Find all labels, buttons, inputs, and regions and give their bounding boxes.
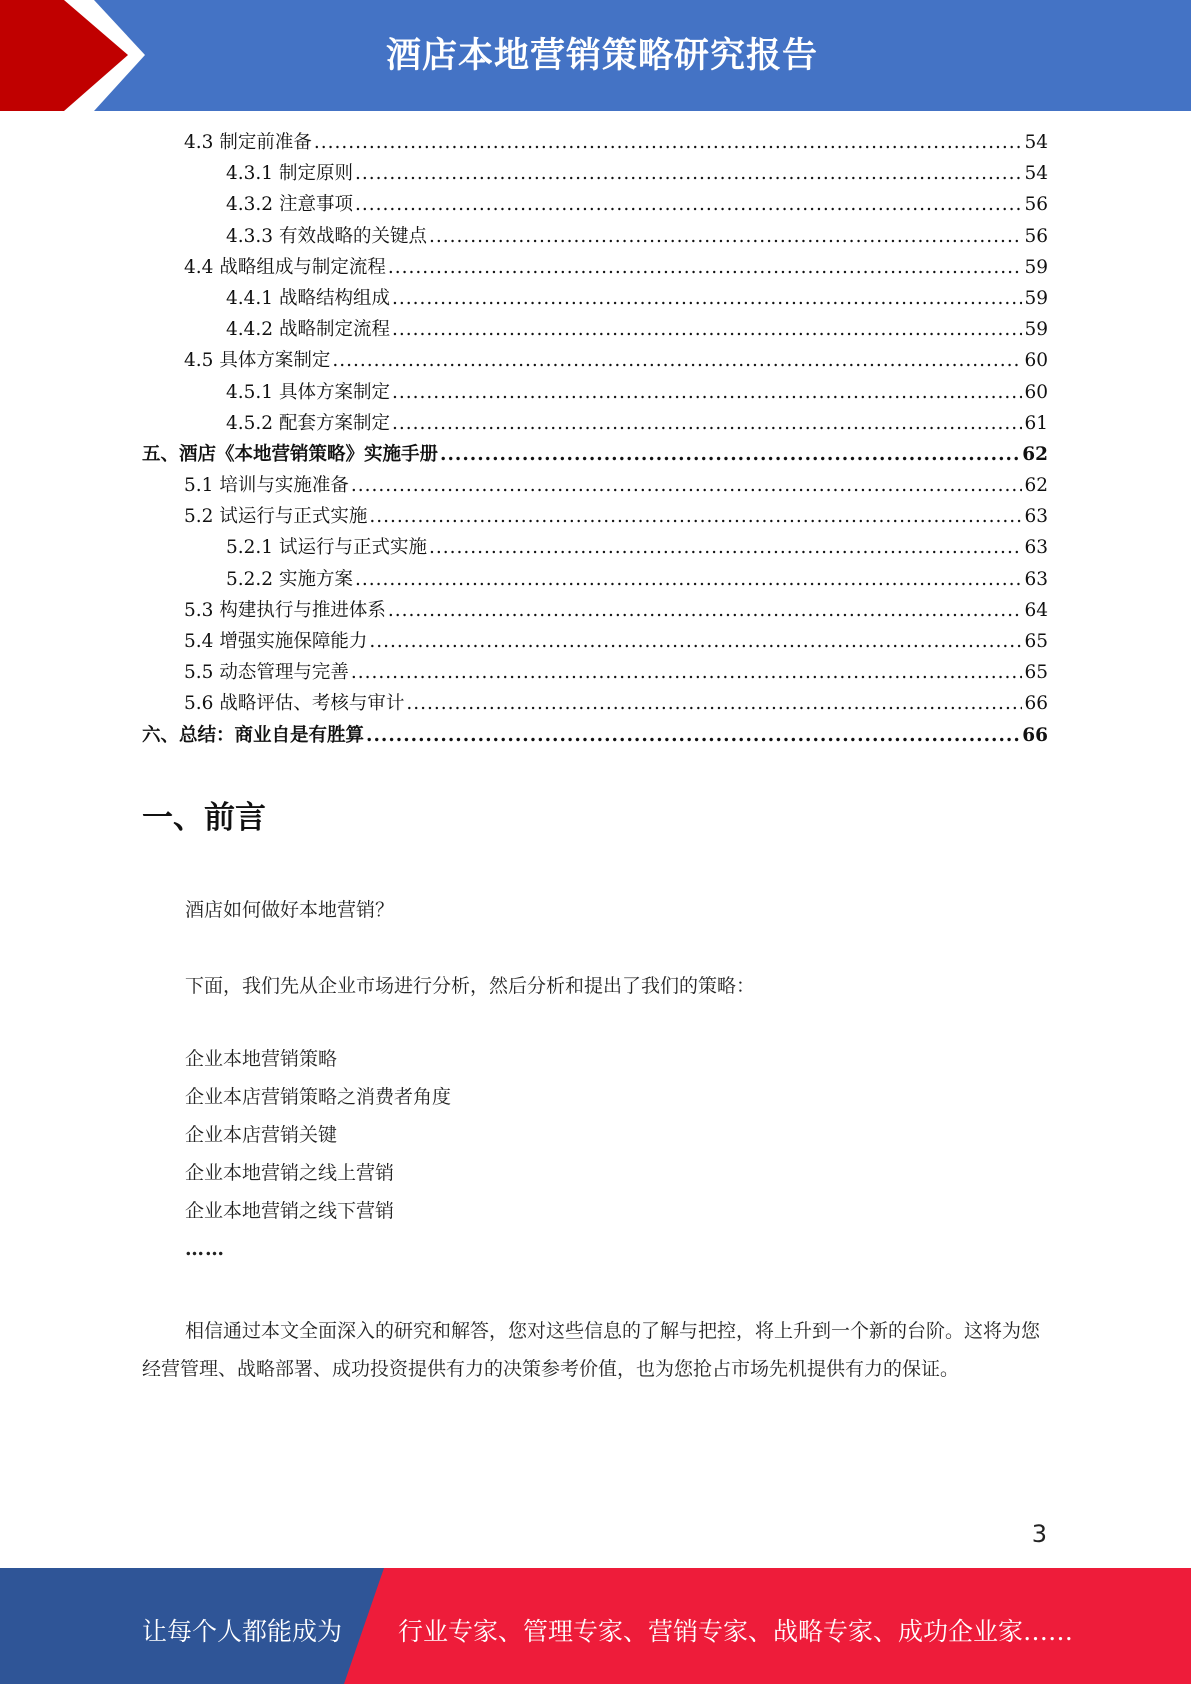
toc-entry[interactable] <box>142 315 1048 346</box>
toc-entry-page: 56 <box>1024 225 1048 247</box>
toc-entry-page: 60 <box>1024 381 1048 403</box>
toc-dot-leader <box>388 257 1023 278</box>
toc-dot-leader <box>429 537 1022 558</box>
toc-entry[interactable] <box>142 533 1048 564</box>
page-number: 3 <box>1031 1520 1047 1548</box>
toc-dot-leader <box>392 288 1022 309</box>
toc-entry-page: 59 <box>1024 287 1048 309</box>
toc-entry-page: 62 <box>1022 443 1048 465</box>
toc-entry-title: 六、总结：商业自是有胜算 <box>142 724 365 746</box>
list-item: 企业本店营销关键 <box>185 1124 338 1146</box>
toc-entry[interactable] <box>142 159 1048 190</box>
toc-entry-page: 63 <box>1024 537 1048 559</box>
toc-entry-title: 具体方案制定 <box>219 350 331 372</box>
toc-entry-number: 4.5.2 <box>226 412 279 434</box>
toc-entry-number: 4.3.3 <box>226 225 279 247</box>
footer-slogan-right: 行业专家、管理专家、营销专家、战略专家、成功企业家…… <box>398 1617 1074 1646</box>
page-header <box>0 0 1191 111</box>
toc-entry[interactable] <box>142 596 1048 627</box>
toc-entry[interactable] <box>142 565 1048 596</box>
toc-entry-title: 战略结构组成 <box>278 287 390 309</box>
footer-slogan-left: 让每个人都能成为 <box>142 1617 343 1646</box>
toc-entry-number: 5.4 <box>184 631 220 652</box>
toc-entry-title: 试运行与正式实施 <box>278 537 427 559</box>
toc-entry-title: 动态管理与完善 <box>219 662 349 684</box>
toc-entry-title: 五、酒店《本地营销策略》实施手册 <box>142 443 439 465</box>
toc-entry-number: 4.3.2 <box>226 194 279 216</box>
toc-entry-title: 试运行与正式实施 <box>219 506 368 528</box>
toc-dot-leader <box>351 662 1023 683</box>
toc-dot-leader <box>366 725 1020 746</box>
toc-entry-page: 61 <box>1024 412 1048 434</box>
toc-dot-leader <box>392 382 1022 403</box>
toc-entry[interactable] <box>142 222 1048 253</box>
list-item: 企业本店营销策略之消费者角度 <box>185 1086 452 1108</box>
toc-entry[interactable] <box>142 284 1048 315</box>
toc-chapter-entry[interactable] <box>142 440 1048 471</box>
toc-entry-number: 5.2.2 <box>226 568 279 590</box>
toc-entry-page: 66 <box>1024 693 1048 715</box>
toc-entry[interactable] <box>142 346 1048 377</box>
toc-entry-page: 65 <box>1024 631 1048 652</box>
table-of-contents <box>142 128 1048 752</box>
toc-entry-page: 54 <box>1024 163 1048 185</box>
toc-dot-leader <box>355 194 1022 215</box>
toc-entry-number: 5.5 <box>184 662 220 684</box>
toc-entry-page: 56 <box>1024 194 1048 216</box>
toc-entry-title: 战略评估、考核与审计 <box>219 693 405 715</box>
toc-entry-title: 构建执行与推进体系 <box>219 599 386 621</box>
toc-dot-leader <box>355 163 1022 184</box>
toc-entry-page: 64 <box>1024 599 1048 621</box>
toc-entry-number: 4.5 <box>184 350 220 372</box>
toc-entry-number: 4.5.1 <box>226 381 279 403</box>
toc-entry[interactable] <box>142 253 1048 284</box>
toc-entry-number: 4.3 <box>184 132 220 153</box>
toc-entry-title: 实施方案 <box>278 568 353 590</box>
toc-entry-number: 5.2 <box>184 506 220 528</box>
toc-entry-title: 具体方案制定 <box>278 381 390 403</box>
toc-entry-title: 战略组成与制定流程 <box>219 256 386 278</box>
toc-entry-page: 60 <box>1024 350 1048 372</box>
toc-entry-page: 63 <box>1024 568 1048 590</box>
toc-dot-leader <box>388 600 1023 621</box>
toc-entry-page: 54 <box>1024 132 1048 153</box>
toc-entry-title: 培训与实施准备 <box>219 475 349 497</box>
toc-entry-page: 62 <box>1024 475 1048 497</box>
toc-entry-number: 5.6 <box>184 693 220 715</box>
toc-entry-page: 63 <box>1024 506 1048 528</box>
toc-dot-leader <box>392 319 1022 340</box>
toc-dot-leader <box>314 132 1023 153</box>
intro-paragraph: 下面，我们先从企业市场进行分析，然后分析和提出了我们的策略： <box>185 975 756 997</box>
toc-entry[interactable] <box>142 627 1048 658</box>
section-heading: 一、前言 <box>142 800 266 836</box>
toc-entry-number: 4.4 <box>184 256 220 278</box>
toc-entry-page: 59 <box>1024 256 1048 278</box>
report-title: 酒店本地营销策略研究报告 <box>385 36 818 76</box>
toc-entry-number: 4.4.2 <box>226 319 279 341</box>
toc-entry-title: 有效战略的关键点 <box>278 225 427 247</box>
toc-dot-leader <box>429 226 1022 247</box>
toc-entry-title: 制定前准备 <box>219 132 312 153</box>
list-ellipsis: …… <box>185 1238 225 1260</box>
list-item: 企业本地营销策略 <box>185 1048 338 1070</box>
toc-dot-leader <box>440 444 1020 465</box>
toc-entry-number: 4.3.1 <box>226 163 279 185</box>
toc-dot-leader <box>392 413 1022 434</box>
toc-entry[interactable] <box>142 658 1048 689</box>
toc-entry-number: 5.2.1 <box>226 537 279 559</box>
strategy-list <box>185 1046 451 1274</box>
toc-dot-leader <box>369 506 1022 527</box>
toc-chapter-entry[interactable] <box>142 721 1048 752</box>
toc-entry[interactable] <box>142 409 1048 440</box>
list-item: 企业本地营销之线上营销 <box>185 1162 395 1184</box>
toc-entry[interactable] <box>142 471 1048 502</box>
toc-entry-page: 65 <box>1024 662 1048 684</box>
closing-paragraph: 相信通过本文全面深入的研究和解答，您对这些信息的了解与把控，将上升到一个新的台阶。这将为您经营管理、战略部署、成功投资提供有力的决策参考价值，也为您抢占市场先机提供有力的保证。 <box>142 1320 1041 1380</box>
toc-entry[interactable] <box>142 502 1048 533</box>
toc-entry[interactable] <box>142 378 1048 409</box>
toc-entry-number: 5.1 <box>184 475 220 497</box>
toc-entry[interactable] <box>142 128 1048 159</box>
toc-entry[interactable] <box>142 190 1048 221</box>
toc-entry-title: 制定原则 <box>278 163 353 185</box>
toc-dot-leader <box>351 475 1023 496</box>
toc-entry-page: 59 <box>1024 319 1048 341</box>
page-footer <box>0 1568 1191 1684</box>
toc-dot-leader <box>332 350 1022 371</box>
toc-entry-title: 战略制定流程 <box>278 319 390 341</box>
question-paragraph: 酒店如何做好本地营销？ <box>185 899 395 921</box>
toc-entry[interactable] <box>142 689 1048 720</box>
toc-dot-leader <box>355 569 1022 590</box>
toc-entry-title: 配套方案制定 <box>278 412 390 434</box>
list-item: 企业本地营销之线下营销 <box>185 1200 395 1222</box>
toc-entry-page: 66 <box>1022 724 1048 746</box>
toc-entry-title: 增强实施保障能力 <box>219 631 368 652</box>
toc-entry-title: 注意事项 <box>278 194 353 216</box>
toc-dot-leader <box>369 631 1022 652</box>
toc-entry-number: 4.4.1 <box>226 287 279 309</box>
toc-dot-leader <box>406 693 1022 714</box>
toc-entry-number: 5.3 <box>184 599 220 621</box>
